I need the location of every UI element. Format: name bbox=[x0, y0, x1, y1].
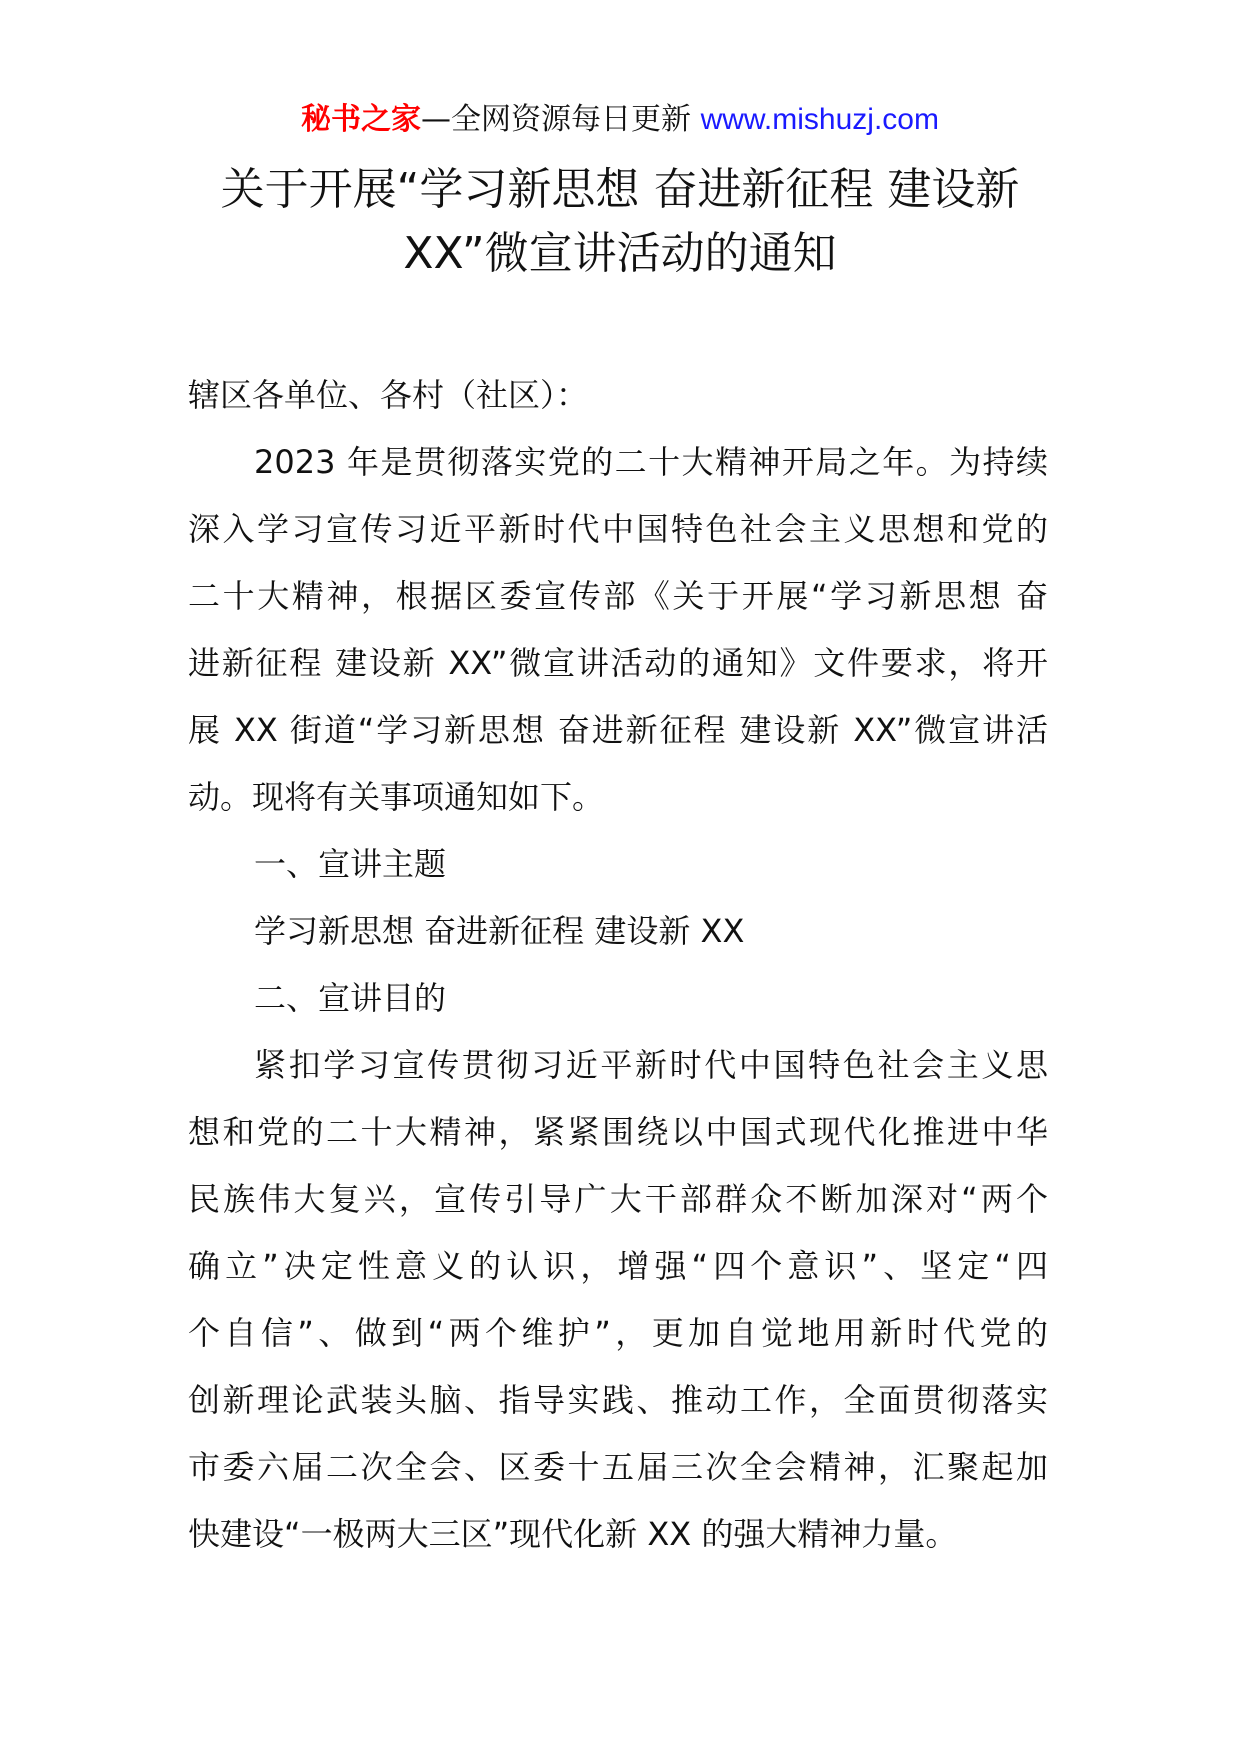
section-1-content: 学习新思想 奋进新征程 建设新 XX bbox=[254, 912, 745, 950]
document-body bbox=[188, 362, 1048, 1568]
title-line-1: 关于开展“学习新思想 奋进新征程 建设新 bbox=[220, 164, 1020, 215]
section-1-heading: 一、宣讲主题 bbox=[254, 845, 447, 883]
site-banner bbox=[0, 100, 1240, 140]
paragraph-2-line: 确立”决定性意义的认识，增强“四个意识”、坚定“四 bbox=[188, 1247, 1048, 1285]
document-title bbox=[150, 158, 1090, 286]
paragraph-1-line: 二十大精神，根据区委宣传部《关于开展“学习新思想 奋 bbox=[188, 577, 1048, 615]
paragraph-1-line: 2023 年是贯彻落实党的二十大精神开局之年。为持续 bbox=[254, 443, 1048, 481]
section-2-heading: 二、宣讲目的 bbox=[254, 979, 447, 1017]
paragraph-1-line: 展 XX 街道“学习新思想 奋进新征程 建设新 XX”微宣讲活 bbox=[188, 711, 1048, 749]
paragraph-2-line: 快建设“一极两大三区”现代化新 XX 的强大精神力量。 bbox=[188, 1515, 958, 1553]
site-url-link[interactable]: www.mishuzj.com bbox=[700, 103, 939, 136]
banner-tagline: —全网资源每日更新 bbox=[421, 102, 701, 137]
paragraph-2-line: 创新理论武装头脑、指导实践、推动工作，全面贯彻落实 bbox=[188, 1381, 1048, 1419]
paragraph-2-line: 紧扣学习宣传贯彻习近平新时代中国特色社会主义思 bbox=[254, 1046, 1048, 1084]
brand-name: 秘书之家 bbox=[301, 102, 422, 137]
paragraph-2-line: 市委六届二次全会、区委十五届三次全会精神，汇聚起加 bbox=[188, 1448, 1048, 1486]
paragraph-1-line: 进新征程 建设新 XX”微宣讲活动的通知》文件要求，将开 bbox=[188, 644, 1048, 682]
paragraph-1-line: 深入学习宣传习近平新时代中国特色社会主义思想和党的 bbox=[188, 510, 1048, 548]
paragraph-1-line: 动。现将有关事项通知如下。 bbox=[188, 778, 605, 816]
salutation: 辖区各单位、各村（社区）： bbox=[188, 376, 589, 414]
paragraph-2-line: 民族伟大复兴，宣传引导广大干部群众不断加深对“两个 bbox=[188, 1180, 1048, 1218]
paragraph-2-line: 个自信”、做到“两个维护”，更加自觉地用新时代党的 bbox=[188, 1314, 1048, 1352]
paragraph-2-line: 想和党的二十大精神，紧紧围绕以中国式现代化推进中华 bbox=[188, 1113, 1048, 1151]
title-line-2: XX”微宣讲活动的通知 bbox=[403, 228, 837, 279]
